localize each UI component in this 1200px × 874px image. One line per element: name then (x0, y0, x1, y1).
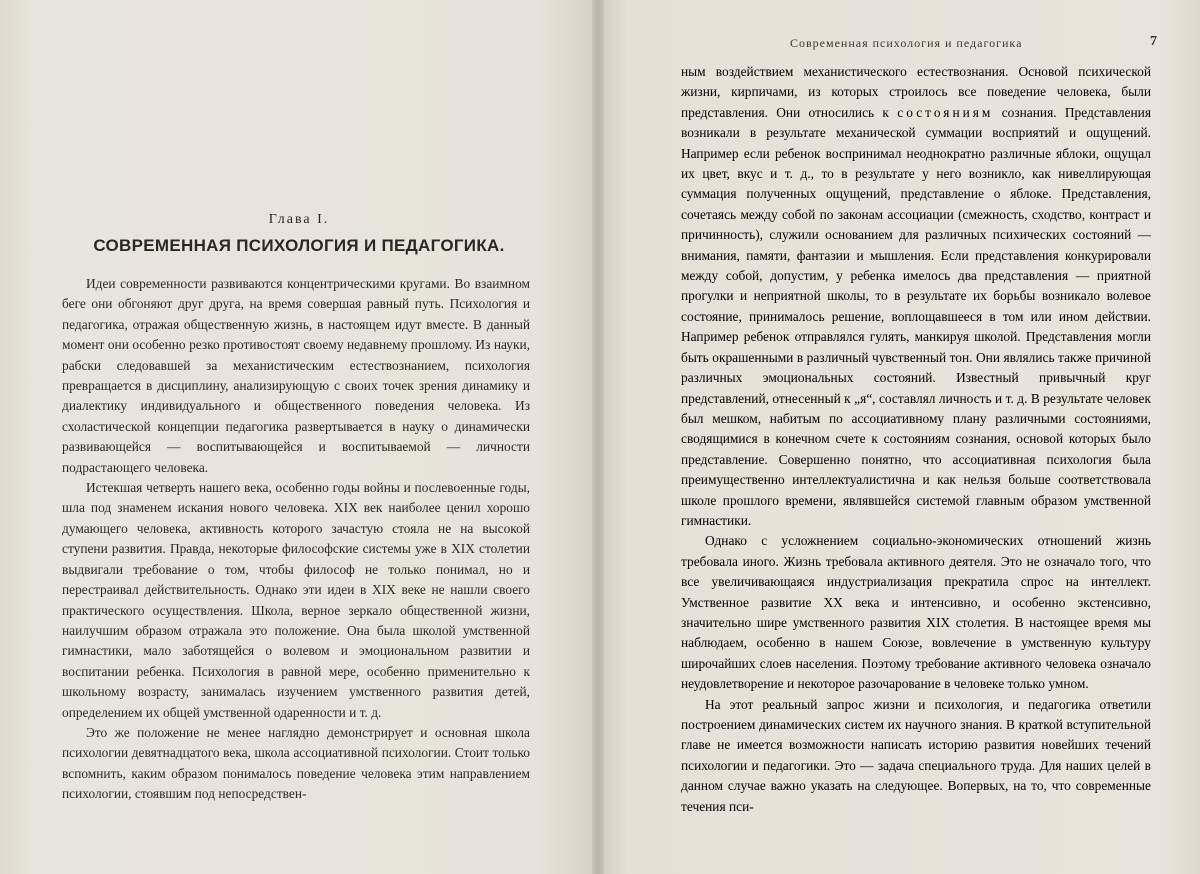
emphasized-word: состояниям (897, 104, 994, 120)
book-gutter (592, 0, 604, 874)
text-run: сознания. Представления возникали в результате механической суммации восприятий и ощущений. Например если ребенок воспринимал неоднократно различные яблоки, ощущал их цвет, вкус и т. д., то в результате у него возникло, как нивеллирующая суммация полученных ощущений, представление о яблоке. Представления, сочетаясь между собой по законам ассоциации (смежность, сходство, контраст и причинность), служили основанием для различных психических состояний — внимания, памяти, фантазии и мышления. Если представления конкурировали между собой, допустим, у ребенка имелось два представления — приятной прогулки и неприятной школы, то в результате их борьбы возникало волевое состояние, принималось решение, воплощавшееся в том или ином действии. Например ребенок отправлялся гулять, манкируя школой. Представления могли быть окрашенными в различный чувственный тон. Они являлись также причиной различных эмоциональных состояний. Известный привычный круг представлений, отнесенный к „я“, составлял личность и т. д. В результате человек был мешком, набитым по ассоциативному плану различными состояниями, сводящимися в конечном счете к состояниям сознания, основой которых было представление. Совершенно понятно, что ассоциативная психология была преимущественно интеллектуалистична и как нельзя больше соответствовала школе прошлого времени, являвшейся системой главным образом умственной гимнастики. (681, 104, 1151, 528)
left-page (0, 0, 598, 874)
paragraph: Это же положение не менее наглядно демонстрирует и основная школа психологии девятнадцатого века, школа ассоциативной психологии. Стоит только вспомнить, каким образом понималось поведение человека этим направлением психологии, стоявшим под непосредствен- (62, 724, 530, 802)
paragraph-continued (681, 62, 1151, 531)
right-page-body (681, 62, 1151, 817)
chapter-title: СОВРЕМЕННАЯ ПСИХОЛОГИЯ И ПЕДАГОГИКА. (93, 236, 505, 255)
paragraph: Однако с усложнением социально-экономических отношений жизнь требовала иного. Жизнь требовала активного деятеля. Это не означало того, что все увеличивающаяся индустриализация прекратила спрос на интеллект. Умственное развитие XX века и интенсивно, и особенно экстенсивно, значительно шире умственного развития XIX столетия. В настоящее время мы наблюдаем, особенно в нашем Союзе, вовлечение в умственную культуру широчайших слоев населения. Поэтому требование активного человека означало неудовлетворение и некоторое разочарование в человеке только умном. (681, 533, 1151, 692)
paragraph: Идеи современности развиваются концентрическими кругами. Во взаимном беге они обгоняют друг друга, на время совершая равный путь. Психология и педагогика, отражая общественную жизнь, в настоящем идут вместе. В данный момент они особенно резко противостоят своему недавнему прошлому. Из науки, рабски следовавшей за механистическим естествознанием, психология превращается в дисциплину, анализирующую с своих точек зрения динамику и диалектику индивидуального и общественного поведения человека. Из схоластической концепции педагогика развертывается в науку о динамически развивающейся — воспитывающейся и воспитываемой — личности подрастающего человека. (62, 276, 530, 475)
running-head: Современная психология и педагогика (790, 36, 1023, 50)
chapter-label: Глава I. (268, 212, 330, 227)
paragraph: Истекшая четверть нашего века, особенно годы войны и послевоенные годы, шла под знаменем искания нового человека. XIX век наиболее ценил хорошо думающего человека, активность которого зачастую стояла не на высокой ступени развития. Правда, некоторые философские системы уже в XIX столетии выдвигали требование о том, чтобы философ не только понимал, но и перестраивал действительность. Однако эти идеи в XIX веке не нашли своего практического осуществления. Школа, верное зеркало общественной жизни, наилучшим образом отражала это положение. Она была школой умственной гимнастики, мало заботящейся о волевом и эмоциональном развитии и воспитании ребенка. Психология в равной мере, особенно применительно к школьному возрасту, занималась изучением умственного развития детей, определением их общей умственной одаренности и т. д. (62, 480, 530, 720)
paragraph: На этот реальный запрос жизни и психология, и педагогика ответили построением динамических систем их научного знания. В краткой вступительной главе не имеется возможности написать историю развития новейших течений психологии и педагогики. Это — задача специального труда. Для наших целей в данном случае важно указать на следующее. Вопервых, на то, что современные течения пси- (681, 696, 1151, 814)
bleed-through-text (62, 48, 532, 198)
left-page-body (62, 274, 530, 805)
page-number: 7 (1150, 34, 1157, 49)
text-run: ным воздействием механистического естествознания. Основой психической жизни, кирпичами, из которых строилось все поведение человека, были представления. Они относились к (681, 64, 1151, 120)
